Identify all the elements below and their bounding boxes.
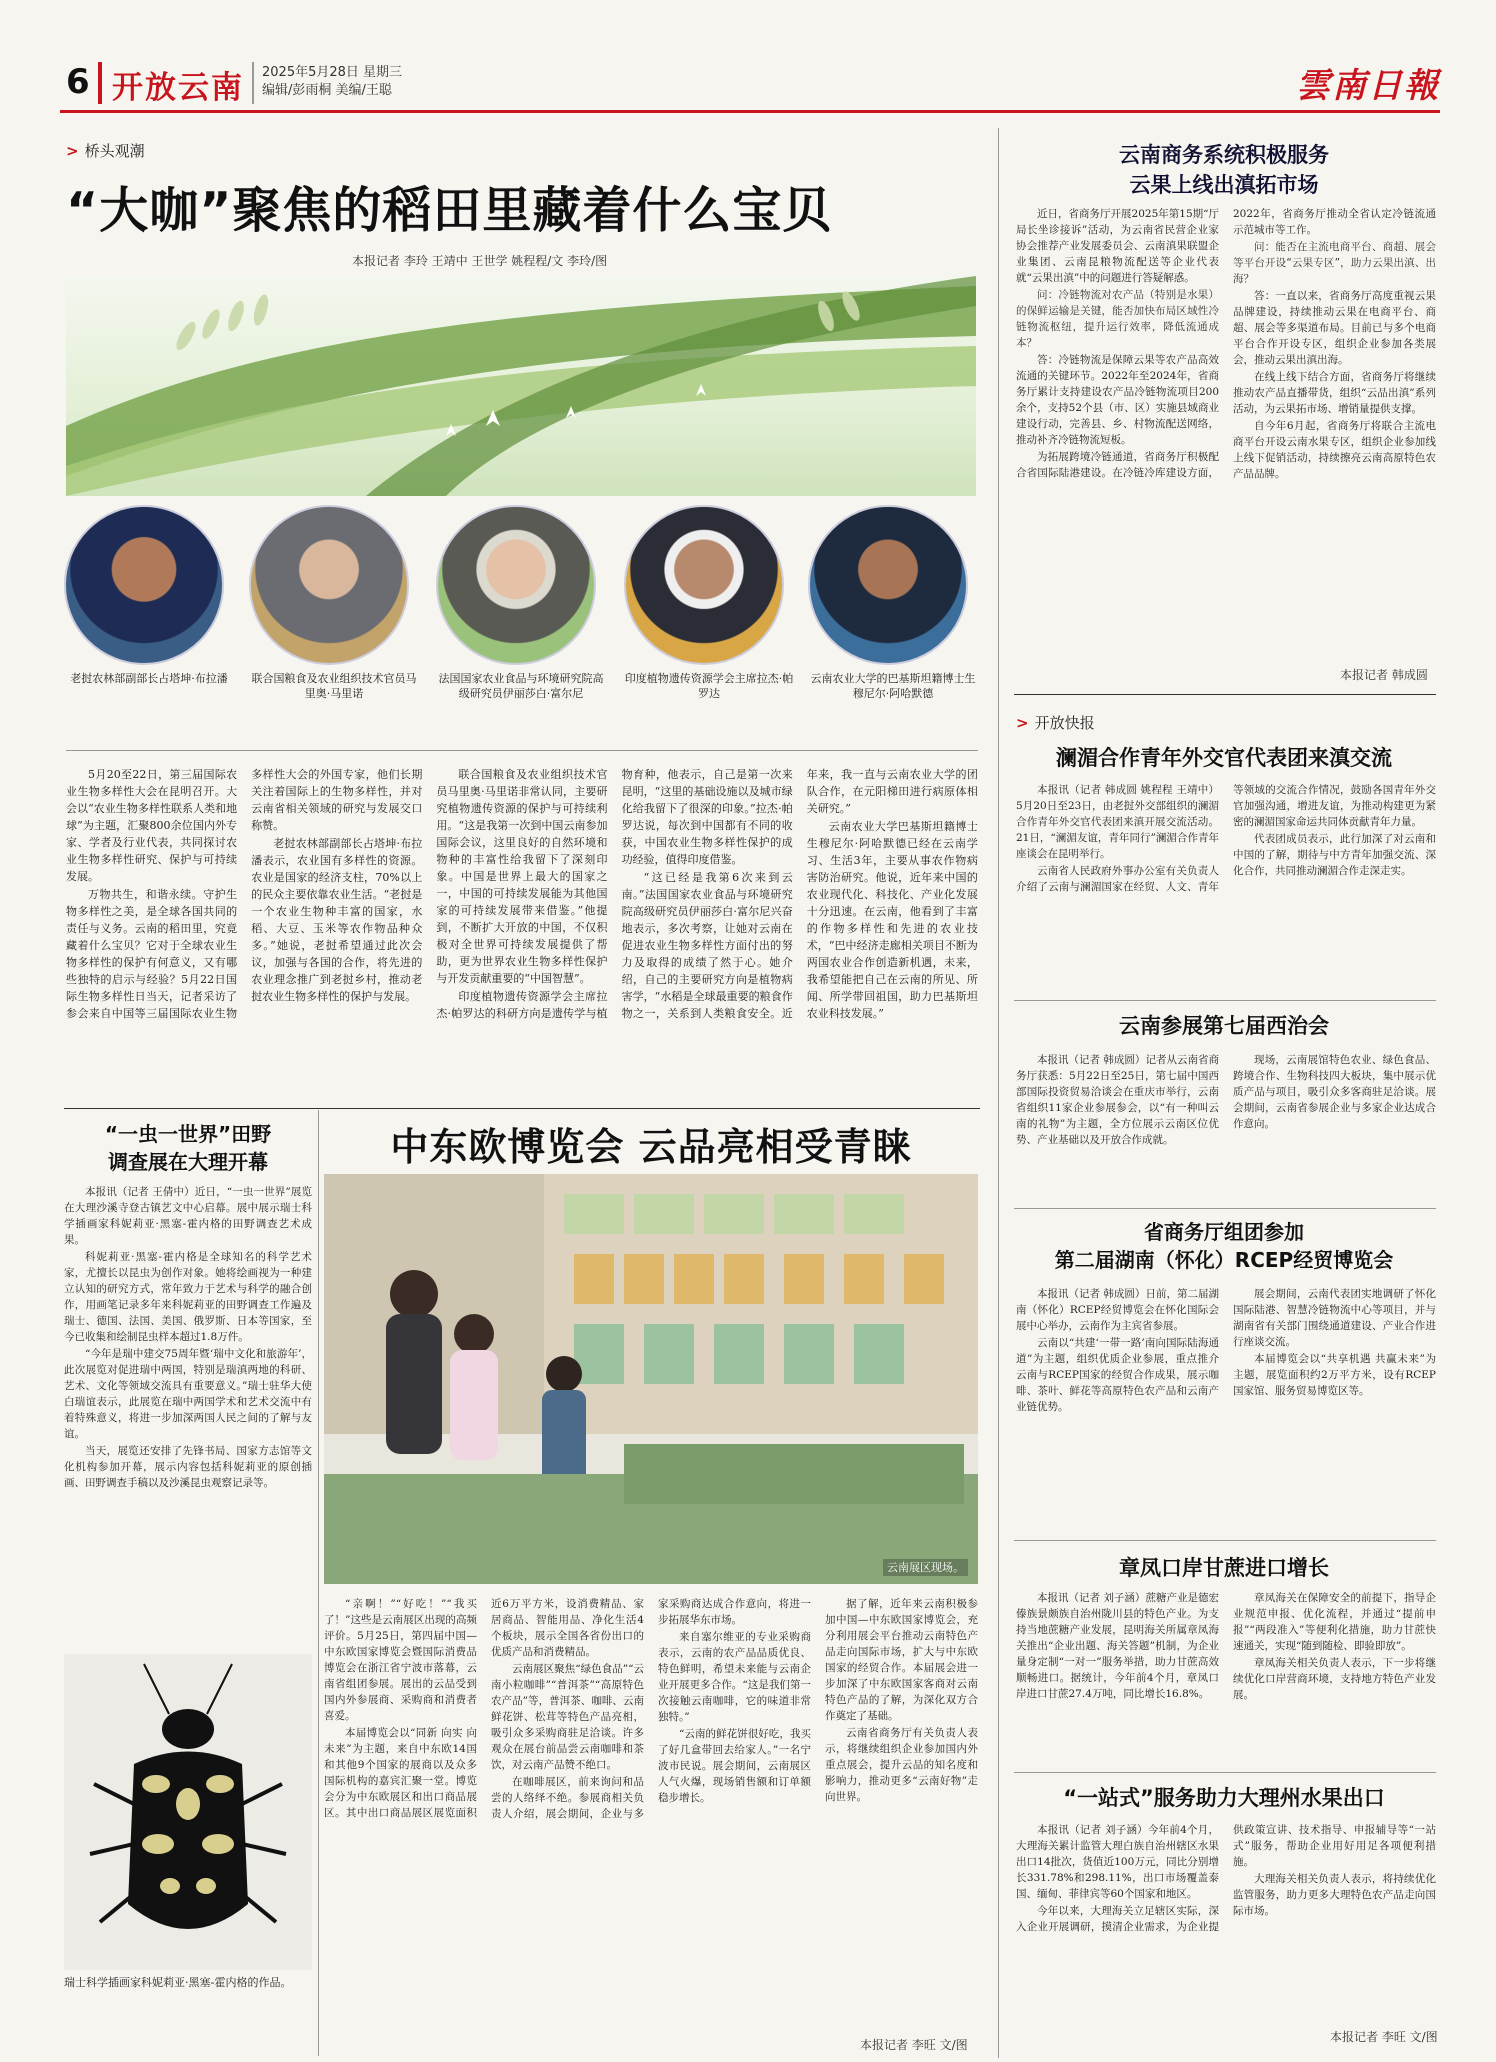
lead-paragraph: “这已经是我第6次来到云南。”法国国家农业食品与环境研究院高级研究员伊丽莎白·富尔尼兴奋地表示，多次考察，让她对云南在促进农业生物多样性方面付出的努力及取得的成绩了然于心。她介绍，自己的主要研究方向是植物病害学，“水稻是全球最重要的粮食作物之一，关系到人类粮食安全。近年来，我一直与云南农业大学的团队合作，在元阳梯田进行病原体相关研究。”: [621, 768, 978, 1020]
beetle-drawing: [64, 1654, 312, 1970]
quick-body: [1016, 782, 1436, 982]
expo-photo-caption: 云南展区现场。: [883, 1559, 968, 1576]
section-title: 开放云南: [112, 70, 244, 106]
lead-paragraph: 印度植物遗传资源学会主席拉杰·帕罗达的科研方向是遗传学与植物育种，他表示，自己是第一次来昆明，“这里的基础设施以及城市绿化给我留下了很深的印象。”拉杰·帕罗达说，每次到中国都有不同的收获，中国农业生物多样性保护的成功经验，值得印度借鉴。: [436, 768, 793, 1020]
expo-paragraph: “亲啊！”“好吃！”“我买了！”这些是云南展区出现的高频评价。5月25日，第四届中国—中东欧国家博览会暨国际消费品博览会在浙江省宁波市落幕，云南省组团参展。展出的云品受到国内外参展商、采购商和消费者喜爱。: [324, 1598, 477, 1722]
portrait-photo: [436, 505, 596, 665]
quick-paragraph: 云南省人民政府外事办公室有关负责人介绍了云南与澜湄国家在经贸、人文、青年等领域的交流合作情况，鼓励各国青年外交官加强沟通，增进友谊，为推动构建更为紧密的澜湄国家命运共同体贡献青年力量。: [1016, 784, 1436, 893]
quick-paragraph: 今年以来，大理海关立足辖区实际，深入企业开展调研，摸清企业需求，为企业提供政策宣讲、技术指导、申报辅导等“一站式”服务，帮助企业用好用足各项便利措施。: [1016, 1824, 1436, 1933]
portrait-photo: [249, 505, 409, 665]
portrait-photo: [808, 505, 968, 665]
lead-byline: 本报记者 李玲 王靖中 王世学 姚程程/文 李玲/图: [352, 254, 608, 268]
lead-paragraph: 万物共生，和谐永续。守护生物多样性之美，是全球各国共同的责任与义务。云南的稻田里，究竟藏着什么宝贝？它对于全球农业生物多样性的保护有何意义，又有哪些独特的启示与经验？5月22日国际生物多样性日当天，记者采访了参会来自中国等三届国际农业生物多样性大会的外国专家，他们长期关注着国际上的生物多样性，并对云南省相关领域的研究与发展交口称赞。: [66, 768, 423, 1020]
masthead-divider-thin: [252, 62, 254, 104]
page-number: 6: [66, 62, 90, 102]
quick-byline: 本报记者 李旺 文/图: [1330, 2030, 1438, 2044]
portrait-card: [436, 505, 606, 701]
column-divider: [318, 1110, 319, 2056]
quick-headline-line2: 第二届湖南（怀化）RCEP经贸博览会: [1054, 1248, 1394, 1272]
portrait-caption: 印度植物遗传资源学会主席拉杰·帕罗达: [624, 672, 794, 700]
quick-paragraph: 云南以“共建‘一带一路’南向国际陆海通道”为主题，组织优质企业参展，重点推介云南与RCEP国家的经贸合作成果，展示咖啡、茶叶、鲜花等高原特色农产品和云南产业链优势。: [1016, 1337, 1219, 1413]
expo-photo: [324, 1174, 978, 1584]
quick-rule: [1014, 1000, 1436, 1001]
insect-photo-caption: 瑞士科学插画家科妮莉亚·黑塞-霍内格的作品。: [64, 1976, 292, 1989]
insect-paragraph: 科妮莉亚·黑塞-霍内格是全球知名的科学艺术家，尤擅长以昆虫为创作对象。她将绘画视为一种建立认知的研究方式，常年致力于艺术与科学的融合创作，用画笔记录多年来科妮莉亚的田野调查工作遍及瑞士、德国、法国、美国、俄罗斯、日本等国家，至今已收集和绘制昆虫样本超过1.8万件。: [64, 1251, 312, 1343]
lead-paragraph: 老挝农林部副部长占塔坤·布拉潘表示，农业国有多样性的资源。农业是国家的经济支柱，70%以上的民众主要依靠农业生活。“老挝是一个农业生物种丰富的国家，水稻、大豆、玉米等农作物品种众多。”她说，老挝希望通过此次会议，加强与各国的合作，将先进的农业理念推广到老挝乡村，推动老挝农业生物多样性的保护与发展。: [251, 837, 423, 1003]
lead-paragraph: 5月20至22日，第三届国际农业生物多样性大会在昆明召开。大会以“农业生物多样性联系人类和地球”为主题，汇聚800余位国内外专家、学者及行业代表，共同探讨农业生物多样性研究、保护与可持续发展。: [66, 768, 238, 883]
expo-headline: 中东欧博览会 云品亮相受青睐: [390, 1125, 912, 1169]
chevron-right-icon: >: [66, 142, 79, 160]
lead-rule: [66, 750, 978, 751]
quick-headline: [1014, 1218, 1434, 1274]
tr1-headline-line1: 云南商务系统积极服务: [1119, 143, 1329, 167]
quick-headline: 澜湄合作青年外交官代表团来滇交流: [1056, 746, 1392, 770]
masthead-divider: [98, 62, 102, 104]
expo-paragraph: 云南省商务厅有关负责人表示，将继续组织企业参加国内外重点展会，提升云品的知名度和影响力，推动更多“云南好物”走向世界。: [825, 1727, 978, 1803]
tr1-byline: 本报记者 韩成圆: [1340, 668, 1428, 682]
tr1-paragraph: 近日，省商务厅开展2025年第15期“厅局长坐诊接诉”活动，为云南省民营企业家协会推荐产业发展委员会、云南滇果联盟企业集团、云南昆粮物流配送等企业代表就“云果出滇”中的问题进行答疑解惑。: [1016, 208, 1219, 284]
chevron-right-icon: >: [1016, 714, 1029, 732]
insect-body: [64, 1184, 312, 1644]
tr1-rule: [1014, 694, 1436, 695]
tr1-paragraph: 自今年6月起，省商务厅将联合主流电商平台开设云南水果专区，组织企业参加线上线下促销活动，持续擦亮云南高原特色农产品品牌。: [1233, 420, 1436, 480]
quick-rule: [1014, 1208, 1436, 1209]
tr1-paragraph: 答：一直以来，省商务厅高度重视云果品牌建设，持续推动云果在电商平台、商超、展会等多渠道布局。目前已与多个电商平台合作开设专区，组织企业参加各类展会，推动云果出滇出海。: [1233, 290, 1436, 366]
portrait-photo: [64, 505, 224, 665]
quick-rule: [1014, 1540, 1436, 1541]
quick-paragraph: 章凤海关在保障安全的前提下，指导企业规范申报、优化流程，并通过“提前申报”“两段准入”等便利化措施，助力甘蔗快速通关，实现“随到随检、即验即放”。: [1233, 1592, 1436, 1652]
insect-headline-line2: 调查展在大理开幕: [108, 1150, 268, 1174]
lead-bottom-rule: [64, 1108, 980, 1109]
quick-paragraph: 展会期间，云南代表团实地调研了怀化国际陆港、智慧冷链物流中心等项目，并与湖南省有关部门围绕通道建设、产业合作进行座谈交流。: [1233, 1288, 1436, 1348]
tr1-headline-line2: 云果上线出滇拓市场: [1129, 173, 1319, 197]
portrait-card: [624, 505, 794, 701]
insect-paragraph: “今年是瑞中建交75周年暨‘瑞中文化和旅游年’，此次展览对促进瑞中两国，特别是瑞滇两地的科研、艺术、文化等领域交流具有重要意义。”瑞士驻华大使白瑞谊表示，此展览在瑞中两国学术和艺术交流中有着特殊意义，将进一步加深两国人民之间的了解与友谊。: [64, 1348, 312, 1440]
portrait-row: [64, 505, 978, 735]
expo-paragraph: 在咖啡展区，前来询问和品尝的人络绎不绝。参展商相关负责人介绍，展会期间，企业与多家采购商达成合作意向，将进一步拓展华东市场。: [491, 1598, 811, 1820]
lead-paragraph: 联合国粮食及农业组织技术官员马里奥·马里诺非常认同，主要研究植物遗传资源的保护与可持续利用。“这是我第一次到中国云南参加国际会议，这里良好的自然环境和物种的丰富性给我留下了深刻印象。中国是世界上最大的国家之一，中国的可持续发展能为其他国家的可持续发展带来借鉴。”他提到，不断扩大开放的中国，不仅积极对全世界可持续发展提供了帮助，更为世界农业生物多样性保护与开发贡献重要的“中国智慧”。: [436, 768, 608, 985]
tr1-headline: [1014, 140, 1434, 200]
quick-paragraph: 本报讯（记者 刘子涵）今年前4个月，大理海关累计监管大理白族自治州辖区水果出口14批次，货值近100万元，同比分别增长331.78%和298.11%，出口市场覆盖泰国、缅甸、菲律宾等60个国家和地区。: [1016, 1824, 1219, 1900]
portrait-caption: 法国国家农业食品与环境研究院高级研究员伊丽莎白·富尔尼: [438, 672, 604, 700]
expo-byline: 本报记者 李旺 文/图: [860, 2038, 968, 2052]
insect-illustration: [64, 1654, 312, 1970]
quick-body: [1016, 1052, 1436, 1194]
quick-kicker-label: 开放快报: [1034, 714, 1095, 732]
expo-paragraph: 本届博览会以“同新 向实 向未来”为主题，来自中东欧14国和其他9个国家的展商以及众多国际机构的嘉宾汇聚一堂。博览会分为中东欧展区和出口商品展区。其中出口商品展区展览面积近6万平方米，设消费精品、家居商品、智能用品、净化生活4个板块，展示全国各省份出口的优质产品和消费精品。: [324, 1598, 644, 1819]
quick-headline: 云南参展第七届西治会: [1119, 1014, 1329, 1038]
quick-paragraph: 代表团成员表示，此行加深了对云南和中国的了解，期待与中方青年加强交流、深化合作，共同推动澜湄合作走深走实。: [1233, 833, 1436, 877]
quick-paragraph: 本报讯（记者 韩成圆 姚程程 王靖中）5月20日至23日，由老挝外交部组织的澜湄合作青年外交官代表团来滇开展交流活动。21日，“澜湄友谊，青年同行”澜湄合作青年座谈会在昆明举行。: [1016, 784, 1219, 860]
portrait-caption: 云南农业大学的巴基斯坦籍博士生穆尼尔·阿哈默德: [810, 672, 976, 700]
lead-kicker: [66, 140, 145, 161]
portrait-card: [808, 505, 978, 701]
insect-paragraph: 当天，展览还安排了先锋书局、国家方志馆等文化机构参加开幕，展示内容包括科妮莉亚的原创插画、田野调查手稿以及沙溪昆虫观察记录等。: [64, 1445, 312, 1489]
lead-body: [66, 766, 978, 1116]
tr1-paragraph: 在线上线下结合方面，省商务厅将继续推动农产品直播带货，组织“云品出滇”系列活动，为云果拓市场、增销量提供支撑。: [1233, 371, 1436, 415]
portrait-card: [249, 505, 419, 701]
tr1-question: 问：冷链物流对农产品（特别是水果）的保鲜运输是关键，能否加快布局区域性冷链物流枢纽，提升运行效率，降低流通成本？: [1016, 289, 1219, 349]
expo-paragraph: 据了解，近年来云南积极参加中国—中东欧国家博览会，充分利用展会平台推动云南特色产品走向国际市场，扩大与中东欧国家的经贸合作。本届展会进一步加深了中东欧国家客商对云南特色产品的了解，为深化双方合作奠定了基础。: [825, 1598, 978, 1722]
quick-paragraph: 现场，云南展馆特色农业、绿色食品、跨境合作、生物科技四大板块，集中展示优质产品与项目，吸引众多客商驻足洽谈。展会期间，云南省参展企业与多家企业达成合作意向。: [1233, 1054, 1436, 1130]
quick-headline: 章凤口岸甘蔗进口增长: [1119, 1556, 1329, 1580]
tr1-question: 问：能否在主流电商平台、商超、展会等平台开设“云果专区”，助力云果出滇、出海？: [1233, 241, 1436, 285]
insect-headline: [64, 1120, 312, 1176]
quick-body: [1016, 1286, 1436, 1528]
quick-paragraph: 本报讯（记者 刘子涵）蔗糖产业是德宏傣族景颇族自治州陇川县的特色产业。为支持当地蔗糖产业发展，昆明海关所属章凤海关推出“企业出题、海关答题”机制，为企业量身定制“一对一”服务举措，助力甘蔗高效顺畅进口。据统计，今年前4个月，章凤口岸进口甘蔗27.4万吨，同比增长16.8%。: [1016, 1592, 1219, 1700]
tr1-paragraph: 答：冷链物流是保障云果等农产品高效流通的关键环节。2022年至2024年，省商务厅累计支持建设农产品冷链物流项目200余个，支持52个县（市、区）实施县域商业建设行动，完善县、乡、村物流配送网络，推动补齐冷链物流短板。: [1016, 354, 1219, 446]
issue-date: 2025年5月28日 星期三: [262, 65, 403, 80]
lead-kicker-label: 桥头观潮: [84, 142, 145, 160]
quick-paragraph: 大理海关相关负责人表示，将持续优化监管服务，助力更多大理特色农产品走向国际市场。: [1233, 1873, 1436, 1917]
expo-scene: [324, 1174, 978, 1584]
issue-editors: 编辑/彭雨桐 美编/王聪: [262, 83, 392, 98]
column-divider: [998, 128, 999, 2058]
portrait-caption: 联合国粮食及农业组织技术官员马里奥·马里诺: [251, 672, 417, 700]
expo-paragraph: “云南的鲜花饼很好吃，我买了好几盒带回去给家人。”一名宁波市民说。展会期间，云南展区人气火爆，现场销售额和订单额稳步增长。: [658, 1728, 811, 1804]
quick-paragraph: 本届博览会以“共享机遇 共赢未来”为主题，展览面积约2万平方米，设有RCEP国家馆、服务贸易博览区等。: [1233, 1353, 1436, 1397]
lead-headline: “大咖”聚焦的稻田里藏着什么宝贝: [66, 182, 833, 239]
portrait-card: [64, 505, 234, 686]
quick-headline-line1: 省商务厅组团参加: [1144, 1220, 1304, 1244]
lead-paragraph: 云南农业大学巴基斯坦籍博士生穆尼尔·阿哈默德已经在云南学习、生活3年，主要从事农作物病害防治研究。他说，近年来中国的农业现代化、科技化、产业化发展十分迅速。在云南，他看到了丰富的作物多样性和先进的农业技术，“巴中经济走廊相关项目不断为两国农业合作创造新机遇，未来，我希望能把自己在云南的所见、所闻、所学带回祖国，助力巴基斯坦农业科技发展。”: [806, 820, 978, 1020]
quick-rule: [1014, 1772, 1436, 1773]
issue-meta: [262, 64, 402, 100]
rice-leaf-banner: [66, 276, 976, 496]
masthead-rule: [60, 110, 1440, 113]
expo-body: [324, 1596, 978, 2036]
insect-headline-line1: “一虫一世界”田野: [104, 1122, 272, 1146]
rice-leaf-graphic: [66, 276, 976, 496]
quick-kicker: [1016, 712, 1095, 733]
quick-paragraph: 章凤海关相关负责人表示，下一步将继续优化口岸营商环境，支持地方特色产业发展。: [1233, 1657, 1436, 1701]
quick-body: [1016, 1822, 1436, 2022]
tr1-body: [1016, 206, 1436, 666]
expo-paragraph: 云南展区聚焦“绿色食品”“云南小粒咖啡”“普洱茶”“高原特色农产品”等，普洱茶、咖啡、云南鲜花饼、松茸等特色产品亮相，吸引众多采购商驻足洽谈。许多观众在展台前品尝云南咖啡和茶饮，对云南产品赞不绝口。: [491, 1663, 644, 1771]
tr1-paragraph: 为拓展跨境冷链通道，省商务厅积极配合省国际陆港建设。在冷链冷库建设方面，2022年，省商务厅推动全省认定冷链流通示范城市等工作。: [1016, 208, 1436, 479]
expo-paragraph: 来自塞尔维亚的专业采购商表示，云南的农产品品质优良、特色鲜明，希望未来能与云南企业开展更多合作。“这是我们第一次接触云南咖啡，它的味道非常独特。”: [658, 1631, 811, 1723]
quick-headline: “一站式”服务助力大理州水果出口: [1063, 1786, 1385, 1810]
portrait-photo: [624, 505, 784, 665]
quick-body: [1016, 1590, 1436, 1762]
quick-paragraph: 本报讯（记者 韩成圆）记者从云南省商务厅获悉：5月22日至25日，第七届中国西部国际投资贸易洽谈会在重庆市举行，云南省组织11家企业参展参会，以“有一种叫云南的礼物”为主题，全方位展示云南区位优势、产业基础以及开放合作成就。: [1016, 1054, 1219, 1146]
newspaper-logo: 雲南日報: [1296, 66, 1440, 106]
quick-paragraph: 本报讯（记者 韩成圆）日前，第二届湖南（怀化）RCEP经贸博览会在怀化国际会展中心举办，云南作为主宾省参展。: [1016, 1288, 1219, 1332]
insect-paragraph: 本报讯（记者 王倩中）近日，“一虫一世界”展览在大理沙溪寺登古镇艺文中心启幕。展中展示瑞士科学插画家科妮莉亚·黑塞-霍内格的田野调查艺术成果。: [64, 1186, 312, 1246]
portrait-caption: 老挝农林部副部长占塔坤·布拉潘: [70, 672, 228, 685]
